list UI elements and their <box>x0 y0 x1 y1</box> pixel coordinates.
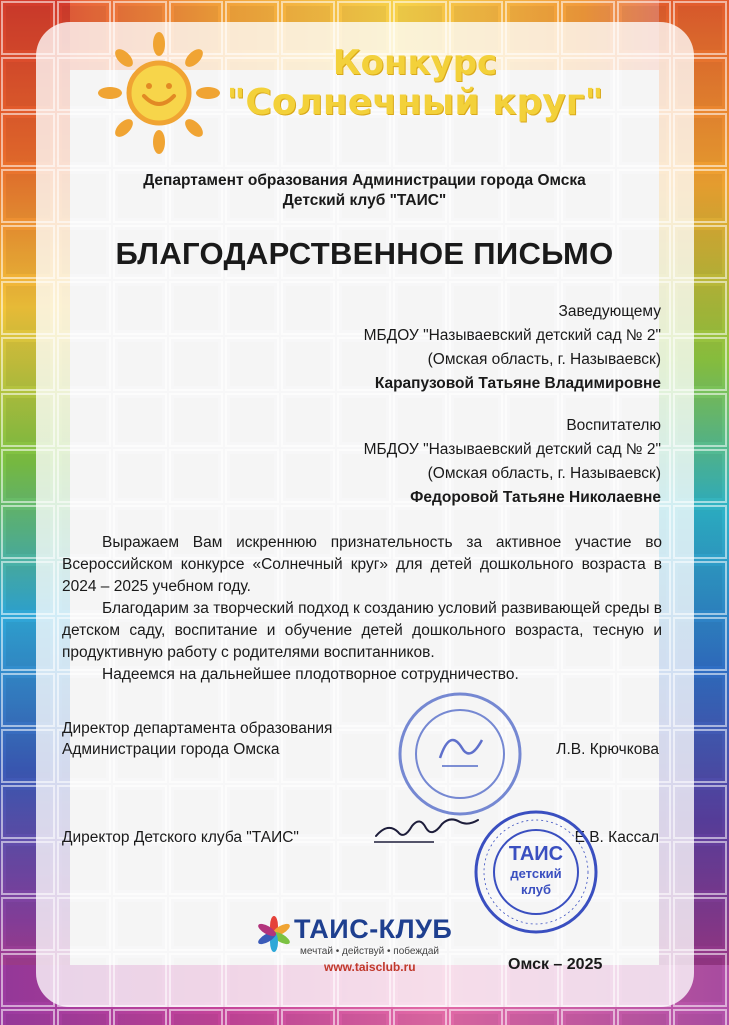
recipient-2-role: Воспитателю <box>566 417 661 434</box>
stamp-klub: клуб <box>520 882 551 897</box>
recipient-2-org: МБДОУ "Называевский детский сад № 2" <box>363 441 661 458</box>
tais-flower-icon <box>256 916 292 952</box>
contest-title <box>180 43 650 123</box>
director2-title: Директор Детского клуба "ТАИС" <box>62 829 299 846</box>
organizer-line1: Департамент образования Администрации города Омска <box>143 172 586 189</box>
document-title: БЛАГОДАРСТВЕННОЕ ПИСЬМО <box>115 236 614 271</box>
recipient-1-role: Заведующему <box>558 303 661 320</box>
recipient-2 <box>364 414 661 510</box>
signature-block-1 <box>62 718 332 760</box>
recipient-1 <box>364 300 661 396</box>
tais-logo-slogan: мечтай • действуй • побеждай <box>300 946 439 957</box>
letter-body <box>62 532 662 686</box>
contest-title-line1: Конкурс <box>332 43 498 83</box>
contest-title-line2: "Солнечный круг" <box>226 81 604 123</box>
organizer-line2: Детский клуб "ТАИС" <box>282 192 447 209</box>
recipient-1-location: (Омская область, г. Называевск) <box>427 351 661 368</box>
tais-logo-name: ТАИС-КЛУБ <box>294 914 453 944</box>
director1-title-line1: Директор департамента образования <box>62 720 333 737</box>
stamp-tais: ТАИС <box>508 843 564 865</box>
recipient-1-name: Карапузовой Татьяне Владимировне <box>374 375 661 392</box>
body-paragraph-1: Выражаем Вам искреннюю признательность за активное участие во Всероссийском конкурсе «Солнечный круг» для детей дошкольного возраста в 2024 – 2025 учебном году. <box>62 534 662 595</box>
body-paragraph-3: Надеемся на дальнейшее плодотворное сотрудничество. <box>102 666 519 683</box>
website-link[interactable]: www.taisclub.ru <box>324 960 416 974</box>
department-stamp <box>394 688 526 820</box>
recipient-2-name: Федоровой Татьяне Николаевне <box>410 489 661 506</box>
tais-club-stamp <box>472 808 600 936</box>
director1-name: Л.В. Крючкова <box>556 741 659 758</box>
recipient-1-org: МБДОУ "Называевский детский сад № 2" <box>363 327 661 344</box>
director2-name: Е.В. Кассал <box>574 829 659 846</box>
handwritten-signature <box>372 812 482 852</box>
recipient-2-location: (Омская область, г. Называевск) <box>427 465 661 482</box>
stamp-detskiy: детский <box>510 866 562 881</box>
body-paragraph-2: Благодарим за творческий подход к созданию условий развивающей среды в детском саду, воспитание и обучение детей дошкольного возраста, тесную и продуктивную работу с родителями воспитанников. <box>62 600 662 661</box>
city-year: Омск – 2025 <box>508 956 603 973</box>
director1-title-line2: Администрации города Омска <box>62 741 280 758</box>
